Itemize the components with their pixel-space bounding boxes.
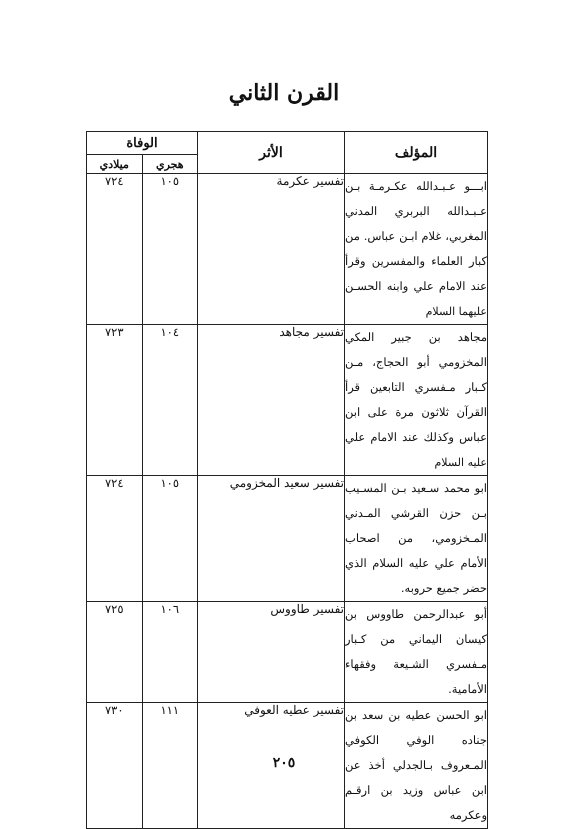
author-cell — [345, 602, 488, 703]
page-number: ٢٠٥ — [272, 755, 296, 771]
hijri-year: ١٠٤ — [142, 325, 198, 476]
work-cell: تفسير طاووس — [198, 602, 345, 703]
gregorian-year: ٧٣٠ — [87, 703, 143, 829]
author-text: ابـــو عـبـدالله عكـرمـة بـن عـبـدالله البربري المدني المغربي، غلام ابـن عباس. من كبار العلماء والمفسرين وقرأ عند الامام علي وابنه الحسـن — [345, 179, 487, 293]
gregorian-year: ٧٢٥ — [87, 602, 143, 703]
work-cell: تفسير سعيد المخزومي — [198, 476, 345, 602]
hijri-year: ١٠٥ — [142, 476, 198, 602]
honorific-text: عليهما السلام — [425, 305, 487, 318]
author-cell — [345, 476, 488, 602]
author-text: ابو محمد سـعيد بـن المسـيب بـن حزن القرشي المـدني المـخزومي، من اصحاب الأمام علي عليه السلام الذي حضر جميع حروبه. — [345, 481, 487, 595]
author-cell — [345, 325, 488, 476]
header-death: الوفاة — [87, 132, 198, 155]
author-text: مجاهد بن جبير المكي المخزومي أبو الحجاج، مـن كـبار مـفسري التابعين قرأ القرآن ثلاثون مرة على ابن عباس وكذلك عند الامام علي — [345, 330, 487, 444]
table-row — [87, 476, 488, 602]
header-work: الأثر — [198, 132, 345, 174]
hijri-year: ١١١ — [142, 703, 198, 829]
authors-table — [86, 131, 488, 829]
work-cell: تفسير مجاهد — [198, 325, 345, 476]
work-cell: تفسير عطيه العوفي — [198, 703, 345, 829]
work-cell: تفسير عكرمة — [198, 174, 345, 325]
gregorian-year: ٧٢٤ — [87, 174, 143, 325]
page-title: القرن الثاني — [228, 80, 340, 106]
hijri-year: ١٠٦ — [142, 602, 198, 703]
table-row — [87, 602, 488, 703]
author-cell — [345, 174, 488, 325]
header-gregorian: ميلادي — [87, 155, 143, 174]
gregorian-year: ٧٢٤ — [87, 476, 143, 602]
table-row — [87, 325, 488, 476]
author-text: أبو عبدالرحمن طاووس بن كيسان اليماني من كـبار مـفسري الشـيعة وفقهاء الأمامية. — [345, 607, 487, 696]
header-author: المؤلف — [345, 132, 488, 174]
hijri-year: ١٠٥ — [142, 174, 198, 325]
honorific-text: عليه السلام — [434, 456, 487, 469]
table-row — [87, 174, 488, 325]
header-hijri: هجري — [142, 155, 198, 174]
author-text: ابو الحسن عطيه بن سعد بن جناده الوفي الكوفي المـعروف بـالجدلي أخذ عن ابن عباس وزيد بن ارقـم وعكرمه — [345, 708, 487, 822]
gregorian-year: ٧٢٣ — [87, 325, 143, 476]
